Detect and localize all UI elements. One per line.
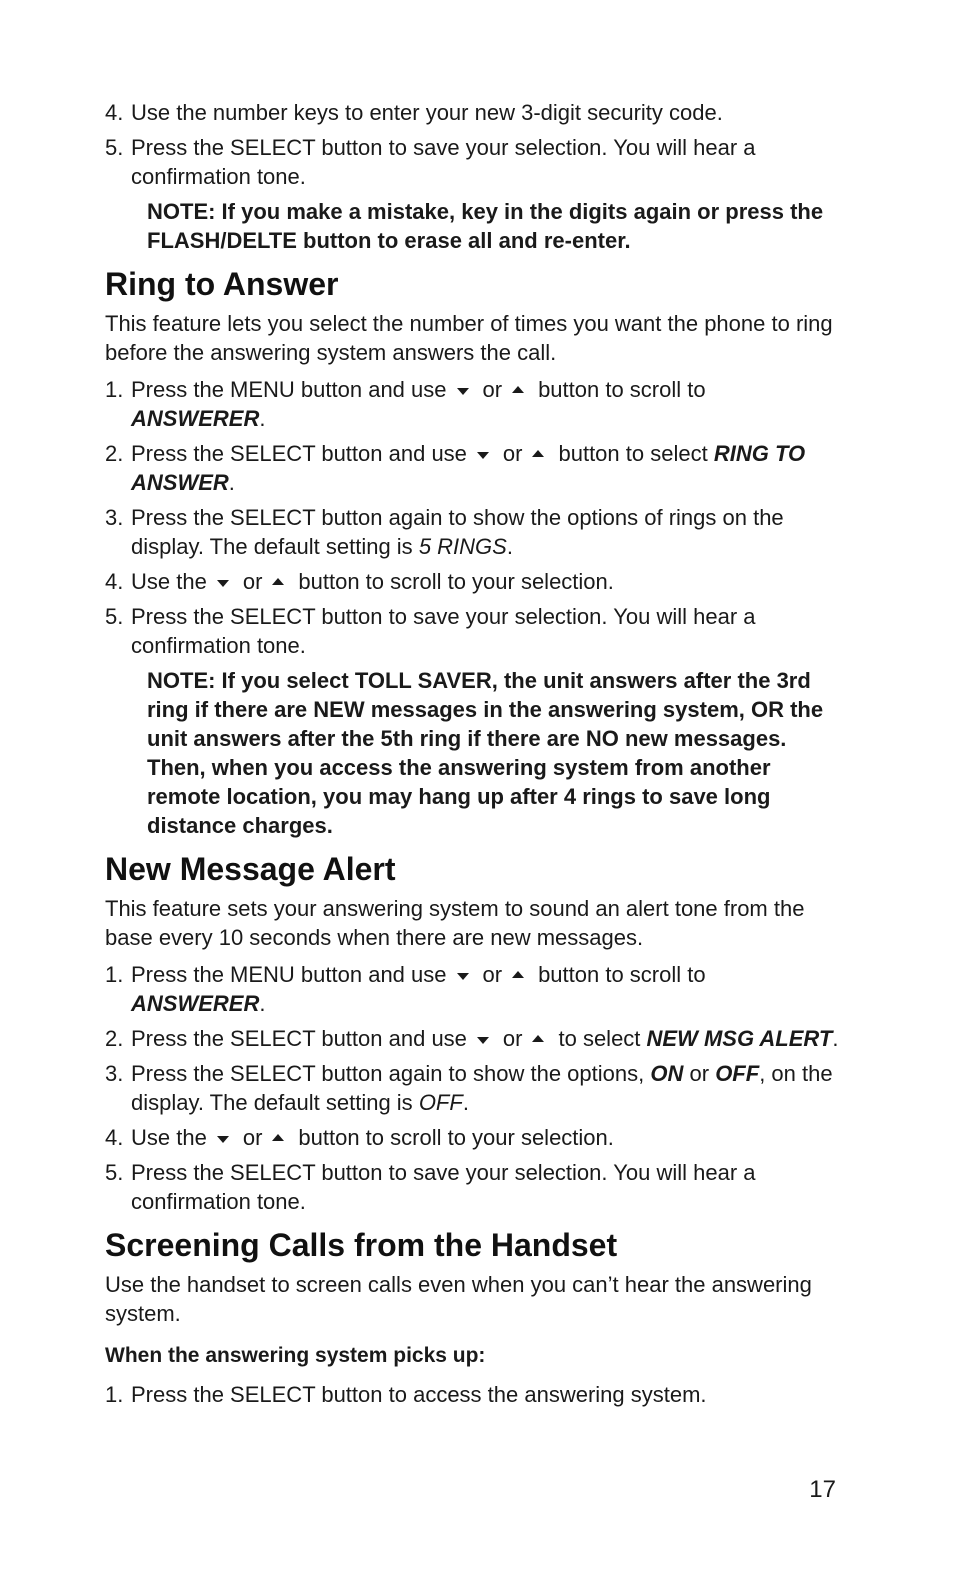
security-note: NOTE: If you make a mistake, key in the digits again or press the FLASH/DELTE button to erase all and re-enter.: [147, 199, 824, 253]
toll-saver-note: NOTE: If you select TOLL SAVER, the unit answers after the 3rd ring if there are NEW messages in the answering system, OR the unit answers after the 5th ring if there are NO new messages. Then, when you access the answering system from another remote location, you may hang up after 4 rings to save long distance charges.: [147, 668, 824, 838]
screening-calls-section: [105, 1226, 840, 1409]
list-item: 1. Press the MENU button and use or button to scroll to ANSWERER.: [105, 377, 706, 431]
up-arrow-icon: [512, 386, 524, 393]
security-code-steps: [105, 98, 840, 191]
list-item: 1. Press the SELECT button to access the answering system.: [105, 1382, 707, 1407]
ring-steps: [105, 375, 840, 660]
section-title: Screening Calls from the Handset: [105, 1227, 618, 1263]
section-intro: Use the handset to screen calls even when you can’t hear the answering system.: [105, 1272, 812, 1326]
up-arrow-icon: [272, 1134, 284, 1141]
down-arrow-icon: [457, 973, 469, 980]
list-item: 4. Use the number keys to enter your new 3-digit security code.: [105, 100, 723, 125]
list-item: 4. Use the or button to scroll to your selection.: [105, 569, 614, 594]
section-title: New Message Alert: [105, 851, 396, 887]
list-item: 3. Press the SELECT button again to show the options, ON or OFF, on the display. The default setting is OFF.: [105, 1061, 833, 1115]
list-item: 1. Press the MENU button and use or button to scroll to ANSWERER.: [105, 962, 706, 1016]
section-intro: This feature sets your answering system to sound an alert tone from the base every 10 seconds when there are new messages.: [105, 896, 805, 950]
page-number: 17: [809, 1476, 836, 1503]
screening-steps: [105, 1380, 840, 1409]
list-item: 4. Use the or button to scroll to your selection.: [105, 1125, 614, 1150]
down-arrow-icon: [217, 1136, 229, 1143]
list-item: 3. Press the SELECT button again to show the options of rings on the display. The default setting is 5 RINGS.: [105, 505, 784, 559]
up-arrow-icon: [272, 578, 284, 585]
down-arrow-icon: [217, 580, 229, 587]
up-arrow-icon: [532, 450, 544, 457]
down-arrow-icon: [457, 388, 469, 395]
up-arrow-icon: [512, 971, 524, 978]
new-message-alert-section: [105, 850, 840, 1216]
manual-page: [105, 98, 840, 1415]
up-arrow-icon: [532, 1035, 544, 1042]
subheading: When the answering system picks up:: [105, 1344, 486, 1367]
list-item: 5. Press the SELECT button to save your selection. You will hear a confirmation tone.: [105, 604, 756, 658]
section-intro: This feature lets you select the number of times you want the phone to ring before the answering system answers the call.: [105, 311, 833, 365]
list-item: 2. Press the SELECT button and use or button to select RING TO ANSWER.: [105, 441, 806, 495]
down-arrow-icon: [477, 1037, 489, 1044]
list-item: 5. Press the SELECT button to save your selection. You will hear a confirmation tone.: [105, 1160, 756, 1214]
down-arrow-icon: [477, 452, 489, 459]
ring-to-answer-section: [105, 265, 840, 840]
list-item: 2. Press the SELECT button and use or to select NEW MSG ALERT.: [105, 1026, 839, 1051]
list-item: 5. Press the SELECT button to save your selection. You will hear a confirmation tone.: [105, 135, 756, 189]
section-title: Ring to Answer: [105, 266, 339, 302]
alert-steps: [105, 960, 840, 1216]
